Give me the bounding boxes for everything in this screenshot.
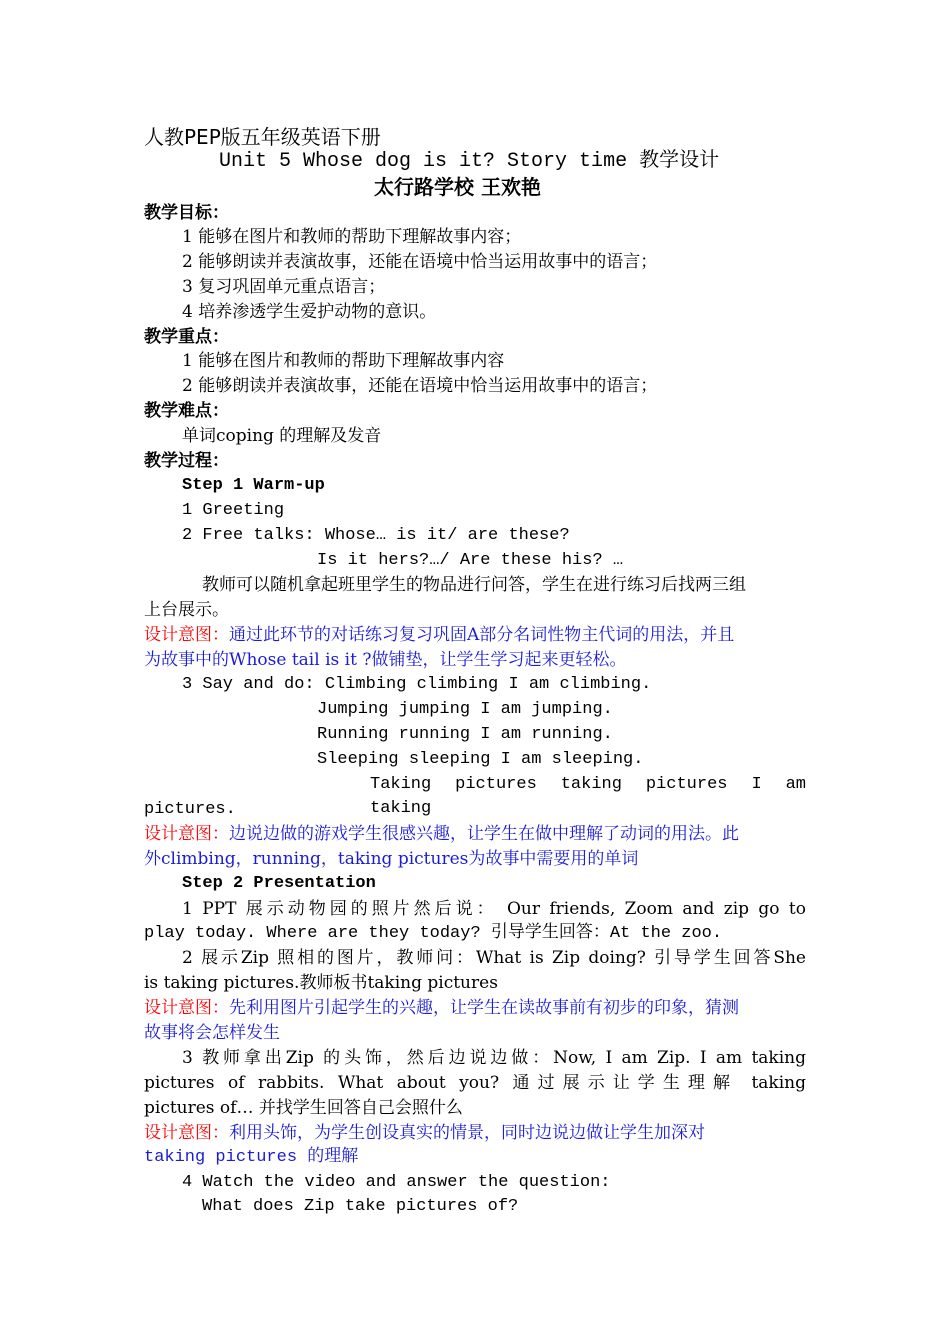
step2-item-3-cont: pictures of rabbits. What about you? 通过展示让学生理解 taking (144, 1073, 806, 1093)
design-intent-3 (144, 996, 739, 1020)
step1-say-do-line: Jumping jumping I am jumping. (317, 700, 613, 719)
design-intent-1-cont: 为故事中的Whose tail is it ?做铺垫，让学生学习起来更轻松。 (144, 650, 627, 670)
difficulties-heading: 教学难点： (144, 401, 229, 421)
step2-title: Step 2 Presentation (182, 874, 376, 893)
step1-say-do-line: Taking pictures taking pictures I am taking (370, 775, 806, 818)
doc-author: 太行路学校 王欢艳 (374, 175, 541, 199)
step2-item-2: 2 展示Zip 照相的图片，教师问：What is Zip doing? 引导学生回答She (182, 948, 806, 968)
step1-say-do-line: pictures. (144, 800, 236, 819)
step1-greeting: 1 Greeting (182, 501, 285, 520)
step1-note: 教师可以随机拿起班里学生的物品进行问答，学生在进行练习后找两三组 (202, 575, 746, 595)
design-intent-text: 边说边做的游戏学生很感兴趣，让学生在做中理解了动词的用法。此 (229, 824, 739, 844)
step1-say-do-line: Sleeping sleeping I am sleeping. (317, 750, 644, 769)
design-intent-text: 通过此环节的对话练习复习巩固A部分名词性物主代词的用法，并且 (229, 625, 735, 645)
step1-say-do-line: Running running I am running. (317, 725, 613, 744)
design-intent-2 (144, 822, 739, 846)
step1-note-cont: 上台展示。 (144, 600, 229, 620)
design-intent-label: 设计意图： (144, 824, 229, 844)
objective-item: 1 能够在图片和教师的帮助下理解故事内容； (182, 227, 522, 247)
objective-item: 3 复习巩固单元重点语言； (182, 277, 386, 297)
design-intent-4 (144, 1121, 705, 1145)
key-point-item: 1 能够在图片和教师的帮助下理解故事内容 (182, 351, 505, 371)
design-intent-label: 设计意图： (144, 625, 229, 645)
design-intent-3-cont: 故事将会怎样发生 (144, 1023, 280, 1043)
design-intent-text: 先利用图片引起学生的兴趣，让学生在读故事前有初步的印象，猜测 (229, 998, 739, 1018)
design-intent-2-cont: 外climbing，running，taking pictures为故事中需要用的单词 (144, 849, 639, 869)
objectives-heading: 教学目标： (144, 203, 229, 223)
design-intent-text: 利用头饰，为学生创设真实的情景，同时边说边做让学生加深对 (229, 1123, 705, 1143)
design-intent-label: 设计意图： (144, 1123, 229, 1143)
step2-item-2-cont: is taking pictures.教师板书taking pictures (144, 973, 498, 993)
key-point-item: 2 能够朗读并表演故事，还能在语境中恰当运用故事中的语言； (182, 376, 658, 396)
step2-item-1-cont: play today. Where are they today? 引导学生回答：At the zoo. (144, 924, 723, 943)
step2-item-1: 1 PPT 展示动物园的照片然后说： Our friends, Zoom and zip go to (182, 899, 806, 919)
objective-item: 4 培养渗透学生爱护动物的意识。 (182, 302, 437, 322)
design-intent-label: 设计意图： (144, 998, 229, 1018)
process-heading: 教学过程： (144, 451, 229, 471)
doc-subtitle: Unit 5 Whose dog is it? Story time 教学设计 (219, 150, 720, 173)
design-intent-4-cont: taking pictures 的理解 (144, 1148, 359, 1167)
step2-item-3: 3 教师拿出Zip 的头饰，然后边说边做：Now, I am Zip. I am taking (182, 1048, 806, 1068)
step1-title: Step 1 Warm-up (182, 476, 325, 495)
step1-say-do: 3 Say and do: Climbing climbing I am climbing. (182, 675, 652, 694)
key-points-heading: 教学重点： (144, 327, 229, 347)
step1-free-talks: 2 Free talks: Whose… is it/ are these? (182, 526, 570, 545)
step1-free-talks-cont: Is it hers?…/ Are these his? … (317, 551, 624, 570)
difficulty-item: 单词coping 的理解及发音 (182, 426, 382, 446)
design-intent-1 (144, 623, 734, 647)
objective-item: 2 能够朗读并表演故事，还能在语境中恰当运用故事中的语言； (182, 252, 658, 272)
doc-title: 人教PEP版五年级英语下册 (144, 125, 381, 149)
step2-item-3-cont: pictures of… 并找学生回答自己会照什么 (144, 1098, 463, 1118)
step2-item-4-question: What does Zip take pictures of? (202, 1197, 519, 1216)
step2-item-4: 4 Watch the video and answer the question: (182, 1173, 611, 1192)
